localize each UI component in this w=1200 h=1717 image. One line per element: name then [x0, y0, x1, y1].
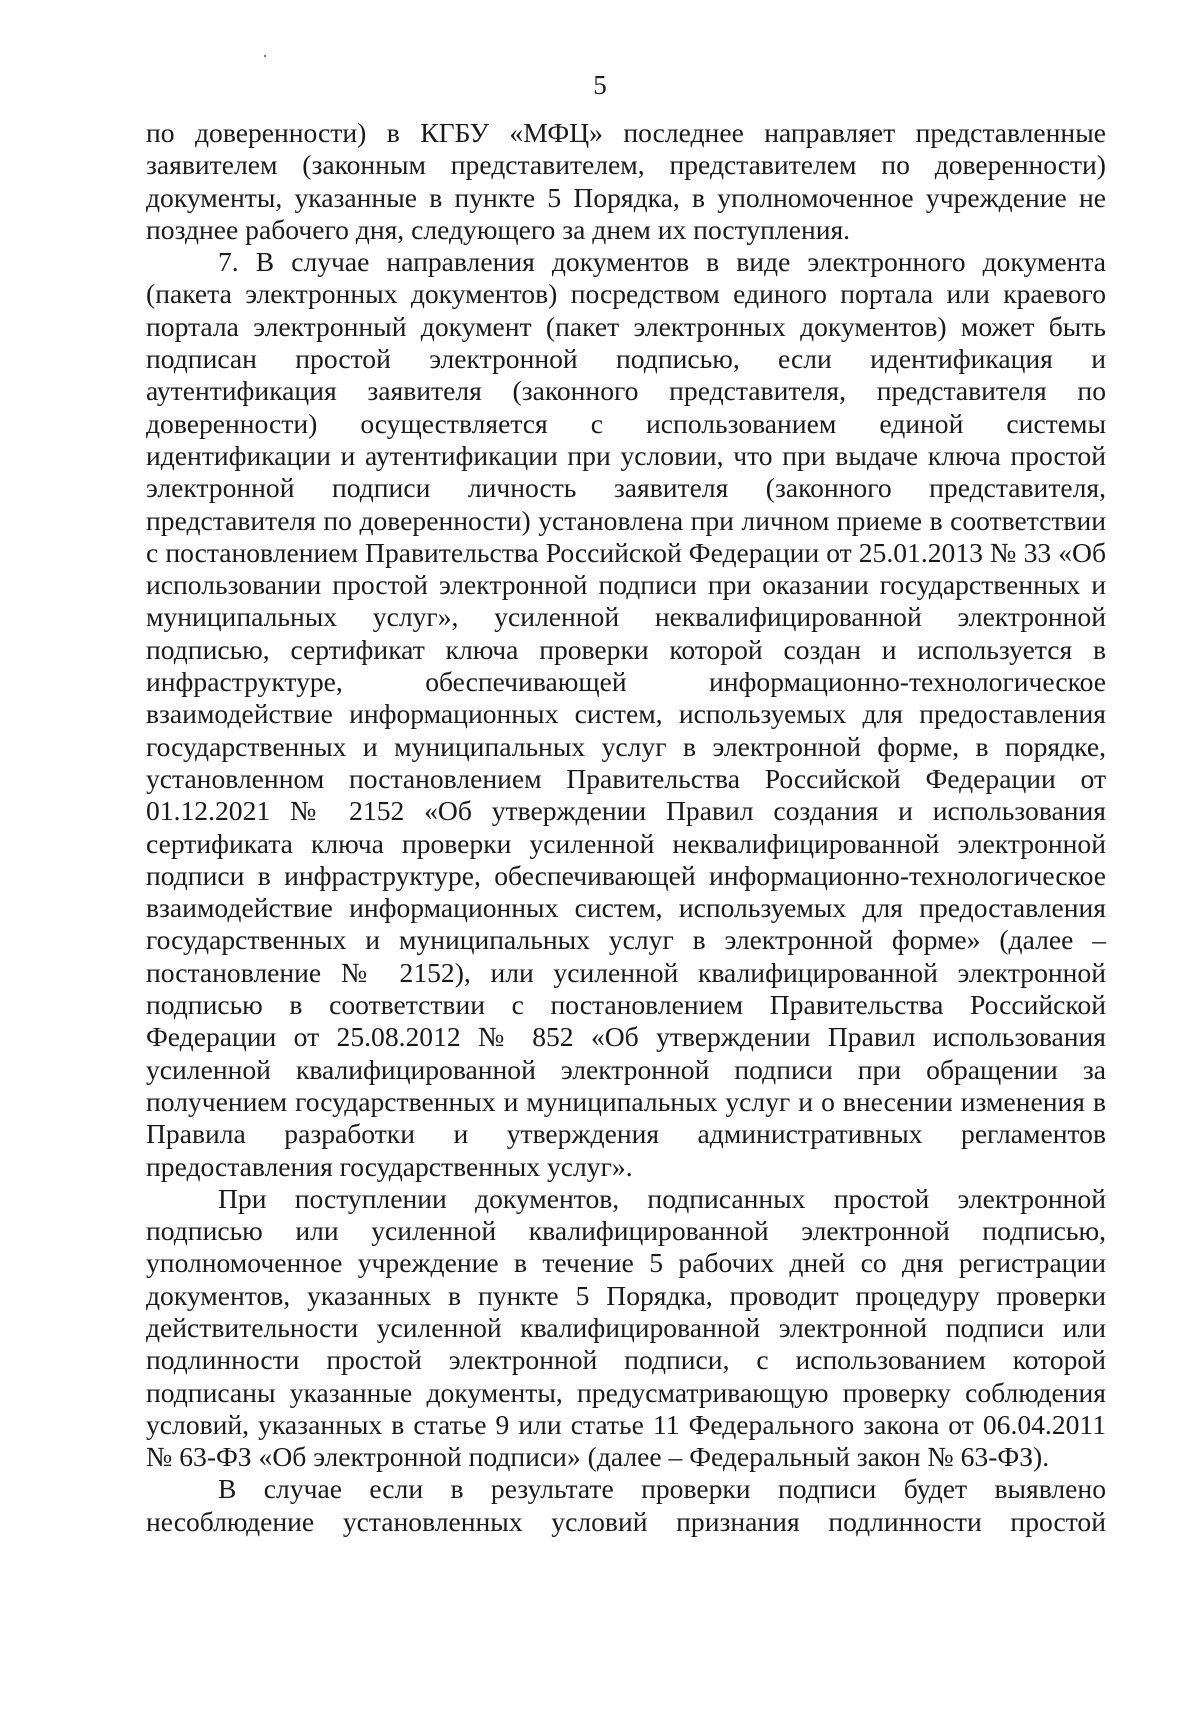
paragraph-item-7: 7. В случае направления документов в виде электронного документа (пакета электронных документов) посредством единого портала или краевого портала электронный документ (пакет электронных документов) может быть подписан простой электронной подписью, если идентификация и аутентификация заявителя (законного представителя, представителя по доверенности) осуществляется с использованием единой системы идентификации и аутентификации при условии, что при выдаче ключа простой электронной подписи личность заявителя (законного представителя, представителя по доверенности) установлена при личном приеме в соответствии с постановлением Правительства Российской Федерации от 25.01.2013 № 33 «Об использовании простой электронной подписи при оказании государственных и муниципальных услуг», усиленной неквалифицированной электронной подписью, сертификат ключа проверки которой создан и используется в инфраструктуре, обеспечивающей информационно-технологическое взаимодействие информационных систем, используемых для предоставления государственных и муниципальных услуг в электронной форме, в порядке, установленном постановлением Правительства Российской Федерации от 01.12.2021 № 2152 «Об утверждении Правил создания и использования сертификата ключа проверки усиленной неквалифицированной электронной подписи в инфраструктуре, обеспечивающей информационно-технологическое взаимодействие информационных систем, используемых для предоставления государственных и муниципальных услуг в электронной форме» (далее – постановление № 2152), или усиленной квалифицированной электронной подписью в соответствии с постановлением Правительства Российской Федерации от 25.08.2012 № 852 «Об утверждении Правил использования усиленной квалифицированной электронной подписи при обращении за получением государственных и муниципальных услуг и о внесении изменения в Правила разработки и утверждения административных регламентов предоставления государственных услуг».	[146, 246, 1106, 1182]
paragraph-continuation: по доверенности) в КГБУ «МФЦ» последнее направляет представленные заявителем (законным представителем, представителем по доверенности) документы, указанные в пункте 5 Порядка, в уполномоченное учреждение не позднее рабочего дня, следующего за днем их поступления.	[146, 117, 1106, 245]
paragraph-signature-check: При поступлении документов, подписанных простой электронной подписью или усиленной квалифицированной электронной подписью, уполномоченное учреждение в течение 5 рабочих дней со дня регистрации документов, указанных в пункте 5 Порядка, проводит процедуру проверки действительности усиленной квалифицированной электронной подписи или подлинности простой электронной подписи, с использованием которой подписаны указанные документы, предусматривающую проверку соблюдения условий, указанных в статье 9 или статье 11 Федерального закона от 06.04.2011 № 63-ФЗ «Об электронной подписи» (далее – Федеральный закон № 63-ФЗ).	[146, 1182, 1106, 1473]
paragraph-check-failure: В случае если в результате проверки подписи будет выявлено несоблюдение установленных условий признания подлинности простой	[146, 1473, 1106, 1537]
scan-speck	[264, 55, 266, 57]
document-body	[146, 117, 1106, 1538]
page-number: 5	[593, 70, 607, 100]
